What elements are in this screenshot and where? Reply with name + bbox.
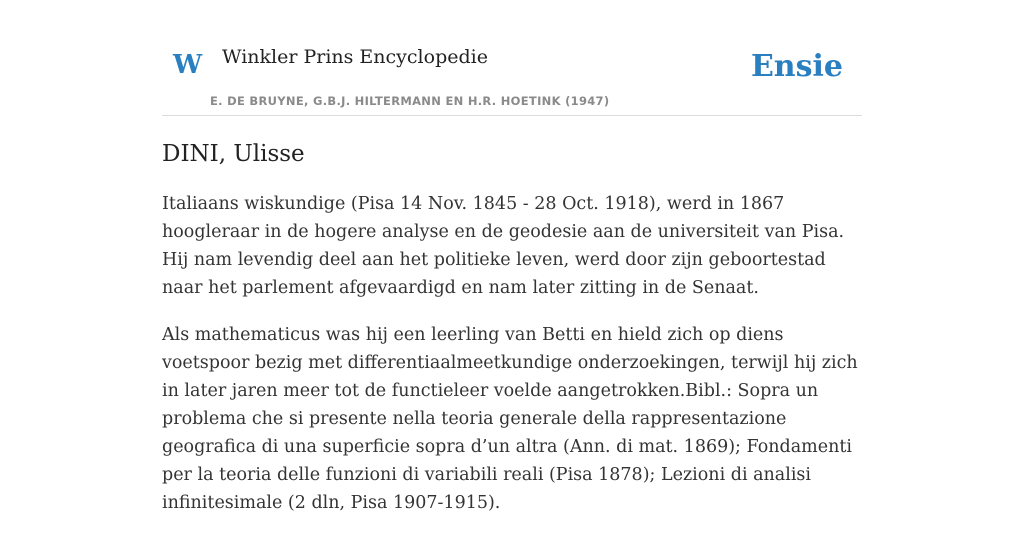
ensie-logo[interactable]: Ensie bbox=[750, 49, 843, 84]
page-header bbox=[162, 40, 862, 116]
article-paragraph-1: Italiaans wiskundige (Pisa 14 Nov. 1845 - 28 Oct. 1918), werd in 1867 hoogleraar in de hogere analyse en de geodesie aan de universiteit van Pisa. Hij nam levendig deel aan het politieke leven, werd door zijn geboortestad naar het parlement afgevaardigd en nam later zitting in de Senaat. bbox=[162, 194, 845, 298]
article-title: DINI, Ulisse bbox=[162, 141, 305, 167]
site-title[interactable]: Winkler Prins Encyclopedie bbox=[222, 46, 488, 68]
article bbox=[162, 138, 862, 536]
article-paragraph-2: Als mathematicus was hij een leerling van Betti en hield zich op diens voetspoor bezig met differentiaalmeetkundige onderzoekingen, terwijl hij zich in later jaren meer tot de functieleer voelde aangetrokken.Bibl.: Sopra un problema che si presente nella teoria generale della rappresentazione geografica di una superficie sopra d’un altra (Ann. di mat. 1869); Fondamenti per la teoria delle funzioni di variabili reali (Pisa 1878); Lezioni di analisi infinitesimale (2 dln, Pisa 1907-1915). bbox=[162, 325, 858, 513]
winkler-prins-logo-icon[interactable]: W bbox=[173, 50, 203, 80]
authors-credit: E. DE BRUYNE, G.B.J. HILTERMANN EN H.R. HOETINK (1947) bbox=[210, 94, 610, 108]
